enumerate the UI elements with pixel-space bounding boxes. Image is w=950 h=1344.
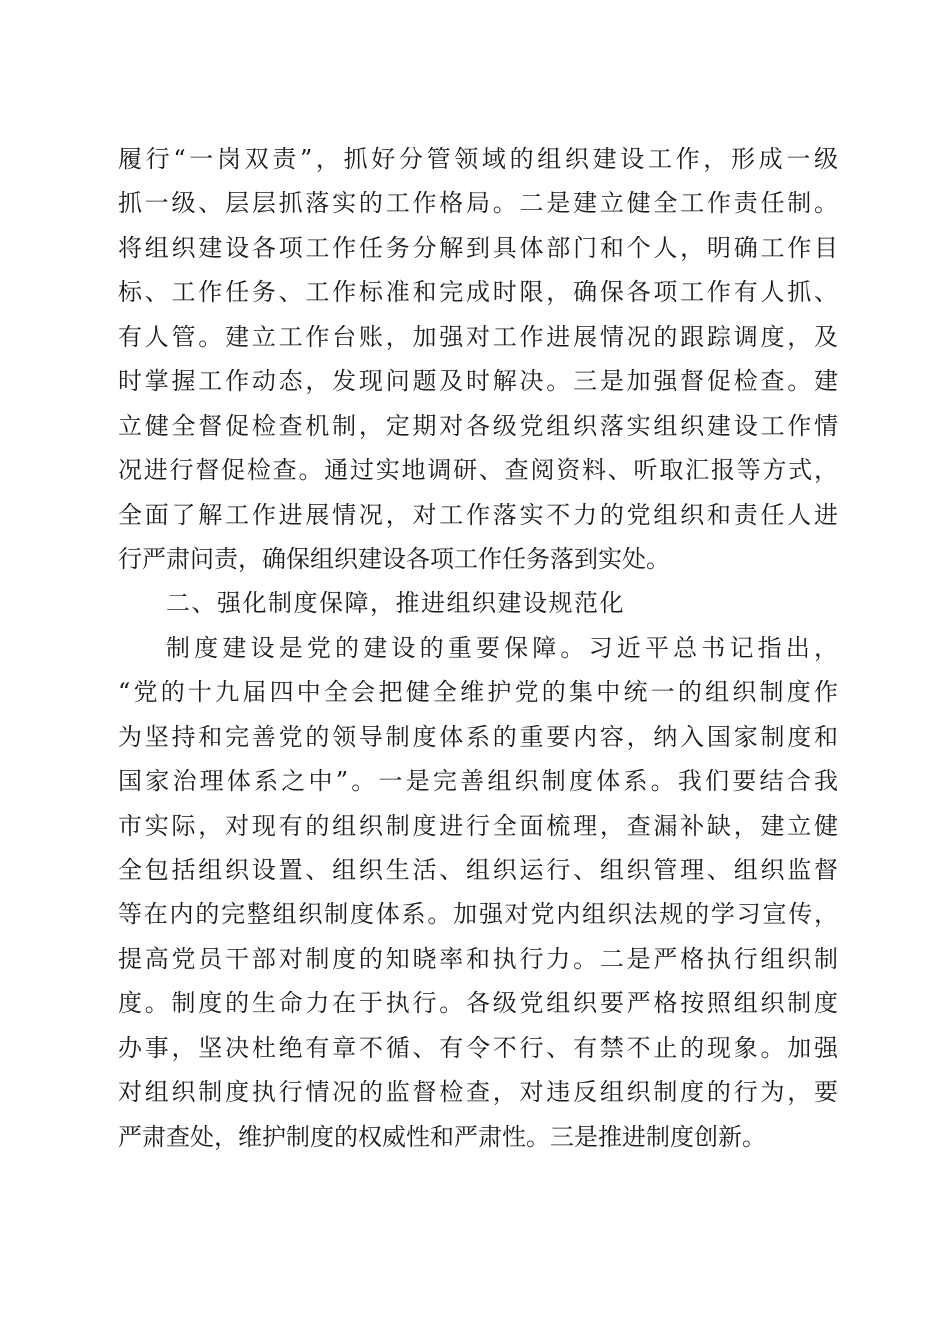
text-line: 严肃查处，维护制度的权威性和严肃性。三是推进制度创新。	[118, 1122, 766, 1151]
text-line: 有人管。建立工作台账，加强对工作进展情况的跟踪调度，及	[118, 322, 838, 351]
text-line: 为坚持和完善党的领导制度体系的重要内容，纳入国家制度和	[118, 722, 838, 751]
text-line: 立健全督促检查机制，定期对各级党组织落实组织建设工作情	[118, 411, 838, 440]
text-line: 履行“一岗双责”，抓好分管领域的组织建设工作，形成一级	[118, 145, 838, 173]
text-line: 制度建设是党的建设的重要保障。习近平总书记指出，	[166, 633, 838, 662]
text-line: 办事，坚决杜绝有章不循、有令不行、有禁不止的现象。加强	[118, 1033, 838, 1062]
paragraph-institution	[118, 626, 838, 1159]
text-line: 全面了解工作进展情况，对工作落实不力的党组织和责任人进	[118, 500, 838, 529]
section-heading: 二、强化制度保障，推进组织建设规范化	[166, 589, 625, 618]
text-line: 度。制度的生命力在于执行。各级党组织要严格按照组织制度	[118, 989, 838, 1018]
text-line: 全包括组织设置、组织生活、组织运行、组织管理、组织监督	[118, 856, 838, 884]
document-body	[118, 137, 838, 1159]
text-line: 对组织制度执行情况的监督检查，对违反组织制度的行为，要	[118, 1078, 838, 1107]
text-line: 国家治理体系之中”。一是完善组织制度体系。我们要结合我	[118, 767, 838, 796]
text-line: 市实际，对现有的组织制度进行全面梳理，查漏补缺，建立健	[118, 811, 838, 840]
text-line: 况进行督促检查。通过实地调研、查阅资料、听取汇报等方式，	[118, 456, 838, 485]
text-line: 将组织建设各项工作任务分解到具体部门和个人，明确工作目	[118, 233, 838, 262]
text-line: 时掌握工作动态，发现问题及时解决。三是加强督促检查。建	[118, 367, 838, 396]
text-line: 抓一级、层层抓落实的工作格局。二是建立健全工作责任制。	[118, 189, 838, 218]
paragraph-responsibility	[118, 137, 838, 581]
text-line: 标、工作任务、工作标准和完成时限，确保各项工作有人抓、	[118, 278, 838, 307]
text-line: 提高党员干部对制度的知晓率和执行力。二是严格执行组织制	[118, 944, 838, 973]
text-line: “党的十九届四中全会把健全维护党的集中统一的组织制度作	[118, 678, 838, 707]
text-line: 行严肃问责，确保组织建设各项工作任务落到实处。	[118, 544, 670, 573]
text-line: 等在内的完整组织制度体系。加强对党内组织法规的学习宣传，	[118, 900, 838, 929]
